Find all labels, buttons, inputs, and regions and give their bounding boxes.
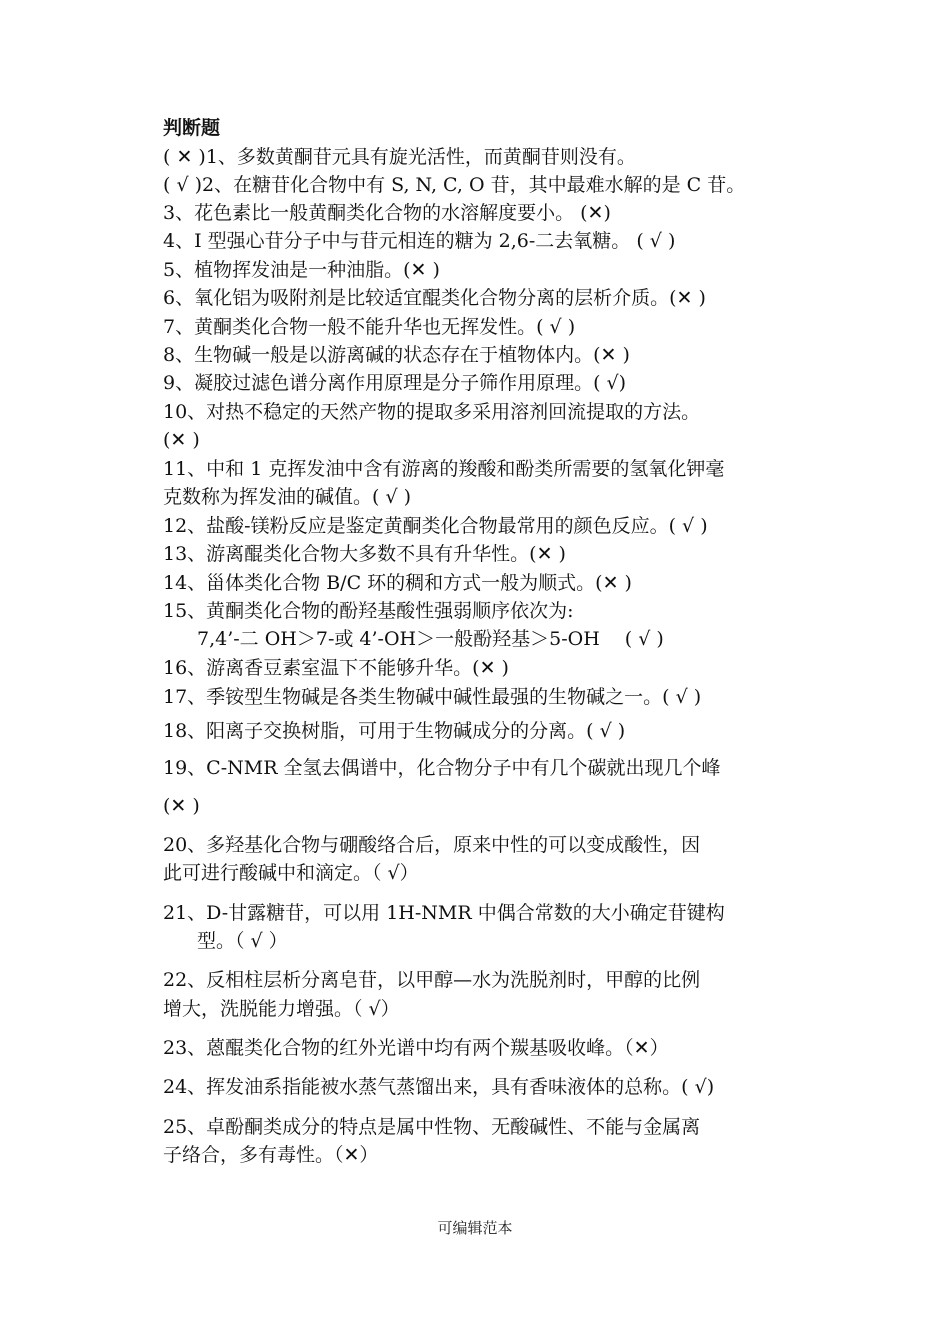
page-title: 判断题 (163, 117, 221, 139)
question-8: 8、生物碱一般是以游离碱的状态存在于植物体内。(✕ ) (163, 344, 630, 366)
question-25-continued: 子络合，多有毒性。（✕） (163, 1144, 379, 1166)
question-19: 19、C-NMR 全氢去偶谱中，化合物分子中有几个碳就出现几个峰 (163, 757, 721, 779)
question-15: 15、黄酮类化合物的酚羟基酸性强弱顺序依次为: (163, 600, 574, 622)
question-21-continued: 型。（ √ ） (197, 930, 288, 952)
question-2: ( √ )2、在糖苷化合物中有 S, N, C, O 苷，其中最难水解的是 C 苷。 (163, 174, 746, 196)
question-11-continued: 克数称为挥发油的碱值。( √ ) (163, 486, 412, 508)
question-15-continued: 7,4’-二 OH＞7-或 4’-OH＞一般酚羟基＞5-OH ( √ ) (197, 628, 664, 650)
question-4: 4、I 型强心苷分子中与苷元相连的糖为 2,6-二去氧糖。 ( √ ) (163, 230, 676, 252)
question-14: 14、甾体类化合物 B/C 环的稠和方式一般为顺式。(✕ ) (163, 572, 632, 594)
page-footer: 可编辑范本 (437, 1219, 513, 1237)
question-17: 17、季铵型生物碱是各类生物碱中碱性最强的生物碱之一。( √ ) (163, 686, 702, 708)
question-16: 16、游离香豆素室温下不能够升华。(✕ ) (163, 657, 509, 679)
question-1: ( ✕ )1、多数黄酮苷元具有旋光活性，而黄酮苷则没有。 (163, 146, 636, 168)
question-10-answer: (✕ ) (163, 429, 200, 451)
question-12: 12、盐酸-镁粉反应是鉴定黄酮类化合物最常用的颜色反应。( √ ) (163, 515, 708, 537)
question-19-answer: (✕ ) (163, 795, 200, 817)
question-7: 7、黄酮类化合物一般不能升华也无挥发性。( √ ) (163, 316, 576, 338)
question-10: 10、对热不稳定的天然产物的提取多采用溶剂回流提取的方法。 (163, 401, 701, 423)
question-6: 6、氧化铝为吸附剂是比较适宜醌类化合物分离的层析介质。(✕ ) (163, 287, 706, 309)
question-25: 25、卓酚酮类成分的特点是属中性物、无酸碱性、不能与金属离 (163, 1116, 701, 1138)
question-23: 23、蒽醌类化合物的红外光谱中均有两个羰基吸收峰。（✕） (163, 1037, 669, 1059)
question-18: 18、阳离子交换树脂，可用于生物碱成分的分离。( √ ) (163, 720, 626, 742)
question-20-continued: 此可进行酸碱中和滴定。（ √） (163, 862, 419, 884)
question-21: 21、D-甘露糖苷，可以用 1H-NMR 中偶合常数的大小确定苷键构 (163, 902, 725, 924)
question-20: 20、多羟基化合物与硼酸络合后，原来中性的可以变成酸性，因 (163, 834, 701, 856)
question-3: 3、花色素比一般黄酮类化合物的水溶解度要小。 (✕) (163, 202, 611, 224)
question-22-continued: 增大，洗脱能力增强。（ √） (163, 998, 400, 1020)
question-5: 5、植物挥发油是一种油脂。(✕ ) (163, 259, 440, 281)
question-9: 9、凝胶过滤色谱分离作用原理是分子筛作用原理。( √) (163, 372, 627, 394)
question-22: 22、反相柱层析分离皂苷，以甲醇—水为洗脱剂时，甲醇的比例 (163, 969, 701, 991)
question-24: 24、挥发油系指能被水蒸气蒸馏出来，具有香味液体的总称。( √) (163, 1076, 715, 1098)
question-11: 11、中和 1 克挥发油中含有游离的羧酸和酚类所需要的氢氧化钾毫 (163, 458, 725, 480)
question-13: 13、游离醌类化合物大多数不具有升华性。(✕ ) (163, 543, 566, 565)
